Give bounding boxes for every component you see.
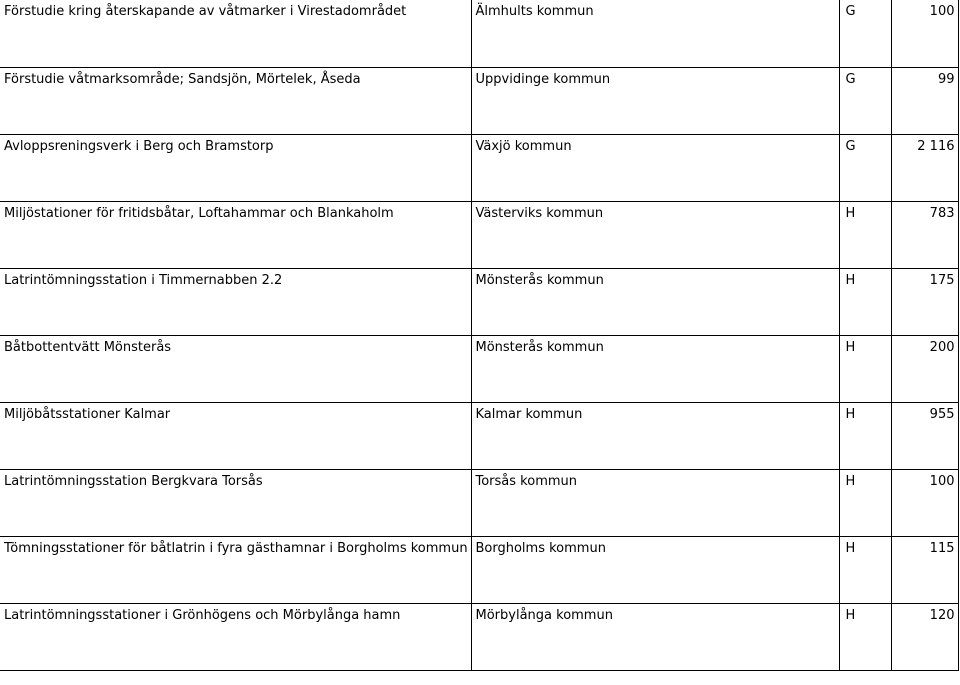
organization-cell: Mönsterås kommun	[471, 268, 839, 335]
organization-cell: Borgholms kommun	[471, 536, 839, 603]
project-name-cell: Förstudie våtmarksområde; Sandsjön, Mörtelek, Åseda	[0, 67, 471, 134]
code-cell: H	[839, 201, 891, 268]
code-cell: H	[839, 268, 891, 335]
amount-cell: 2 116	[891, 134, 958, 201]
project-name-cell: Latrintömningsstationer i Grönhögens och Mörbylånga hamn	[0, 603, 471, 670]
code-cell: H	[839, 603, 891, 670]
table-row	[0, 268, 958, 335]
organization-cell: Mörbylånga kommun	[471, 603, 839, 670]
code-cell: H	[839, 469, 891, 536]
code-cell: G	[839, 67, 891, 134]
code-cell: G	[839, 134, 891, 201]
amount-cell: 955	[891, 402, 958, 469]
project-name-cell: Båtbottentvätt Mönsterås	[0, 335, 471, 402]
project-name-cell: Miljöstationer för fritidsbåtar, Loftahammar och Blankaholm	[0, 201, 471, 268]
table-row	[0, 67, 958, 134]
organization-cell: Älmhults kommun	[471, 0, 839, 67]
amount-cell: 120	[891, 603, 958, 670]
organization-cell: Växjö kommun	[471, 134, 839, 201]
organization-cell: Kalmar kommun	[471, 402, 839, 469]
organization-cell: Uppvidinge kommun	[471, 67, 839, 134]
organization-cell: Torsås kommun	[471, 469, 839, 536]
amount-cell: 783	[891, 201, 958, 268]
code-cell: H	[839, 402, 891, 469]
code-cell: G	[839, 0, 891, 67]
table-row	[0, 134, 958, 201]
table-row	[0, 201, 958, 268]
amount-cell: 175	[891, 268, 958, 335]
amount-cell: 200	[891, 335, 958, 402]
amount-cell: 100	[891, 469, 958, 536]
project-name-cell: Tömningsstationer för båtlatrin i fyra gästhamnar i Borgholms kommun	[0, 536, 471, 603]
table-row	[0, 603, 958, 670]
project-name-cell: Latrintömningsstation i Timmernabben 2.2	[0, 268, 471, 335]
table-row	[0, 402, 958, 469]
project-name-cell: Latrintömningsstation Bergkvara Torsås	[0, 469, 471, 536]
project-name-cell: Avloppsreningsverk i Berg och Bramstorp	[0, 134, 471, 201]
organization-cell: Mönsterås kommun	[471, 335, 839, 402]
code-cell: H	[839, 536, 891, 603]
amount-cell: 115	[891, 536, 958, 603]
project-name-cell: Förstudie kring återskapande av våtmarker i Virestadområdet	[0, 0, 471, 67]
code-cell: H	[839, 335, 891, 402]
table-row	[0, 0, 958, 67]
project-name-cell: Miljöbåtsstationer Kalmar	[0, 402, 471, 469]
organization-cell: Västerviks kommun	[471, 201, 839, 268]
table-row	[0, 469, 958, 536]
amount-cell: 99	[891, 67, 958, 134]
table-row	[0, 536, 958, 603]
table-row	[0, 335, 958, 402]
amount-cell: 100	[891, 0, 958, 67]
